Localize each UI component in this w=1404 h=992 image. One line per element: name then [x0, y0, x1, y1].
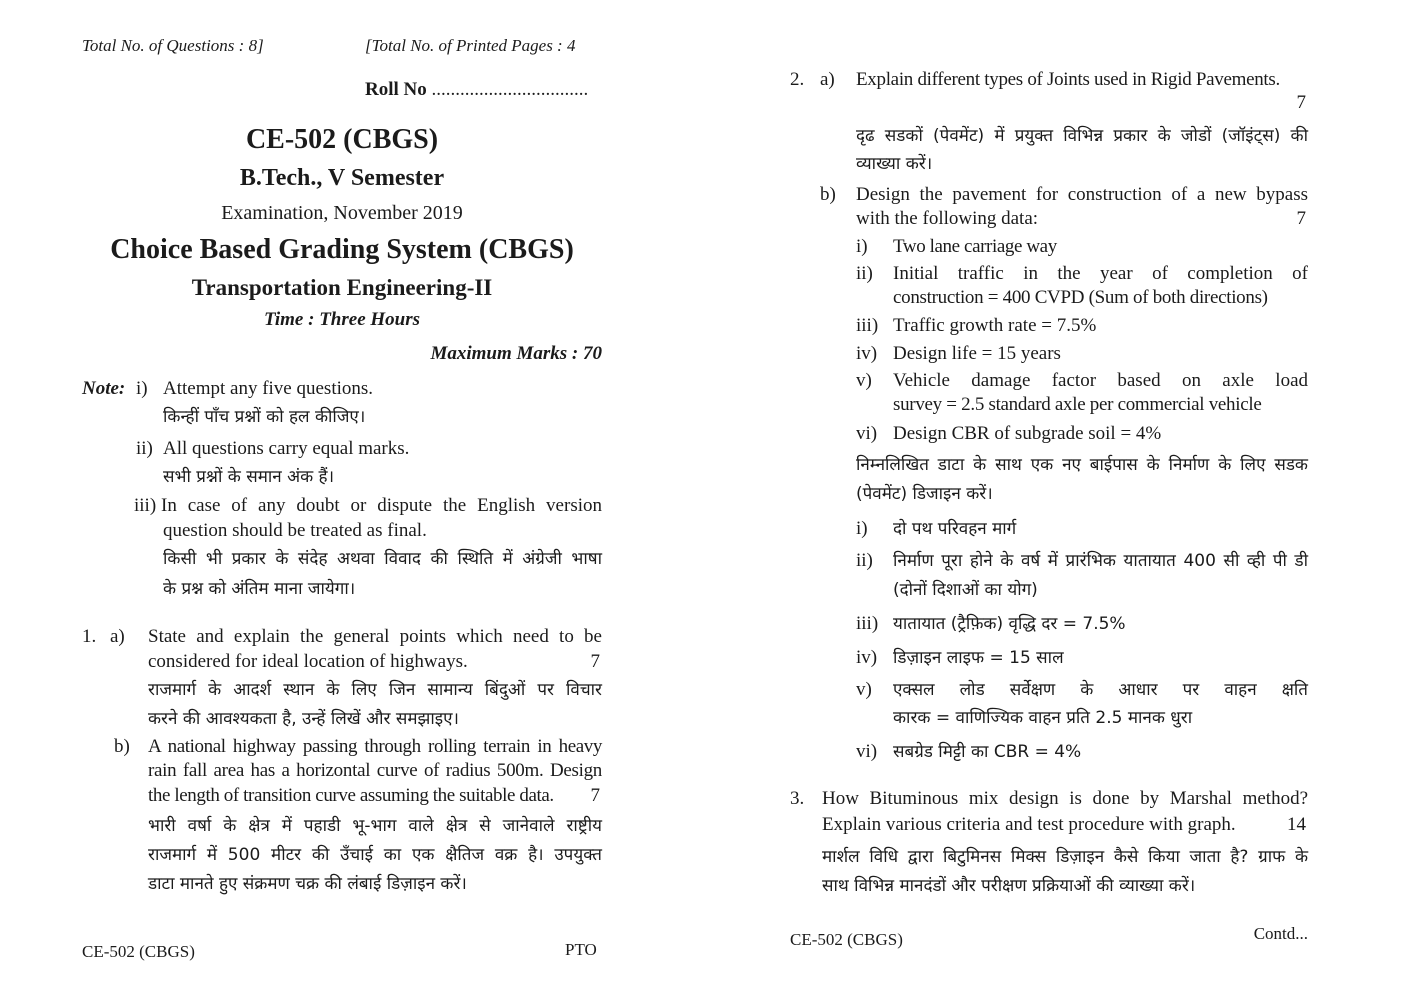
question-text-hindi: मार्शल विधि द्वारा बिटुमिनस मिक्स डिज़ाइन कैसे किया जाता है? ग्राफ के [822, 847, 1308, 867]
question-text: with the following data: [856, 208, 1039, 229]
note-text: Attempt any five questions. [163, 378, 374, 399]
total-pages: [Total No. of Printed Pages : 4 [365, 36, 576, 55]
footer-pto: PTO [565, 940, 597, 959]
item-text: Design life = 15 years [893, 343, 1061, 364]
item-text: Two lane carriage way [893, 236, 1057, 257]
exam-time: Time : Three Hours [263, 309, 421, 330]
course-code: CE-502 (CBGS) [245, 124, 439, 155]
question-text-hindi: भारी वर्षा के क्षेत्र में पहाडी भू-भाग वाले क्षेत्र से जानेवाले राष्ट्रीय [148, 816, 602, 836]
note-text-hindi: किन्हीं पाँच प्रश्नों को हल कीजिए। [163, 407, 366, 427]
footer-course-code: CE-502 (CBGS) [82, 942, 195, 961]
question-text-hindi: निम्नलिखित डाटा के साथ एक नए बाईपास के निर्माण के लिए सडक [856, 455, 1308, 475]
item-text-hindi: सबग्रेड मिट्टी का CBR = 4% [893, 742, 1082, 762]
roll-no-label: Roll No [365, 79, 427, 100]
exam-session: Examination, November 2019 [221, 202, 463, 224]
note-number: ii) [136, 438, 153, 459]
question-line-with-marks [148, 784, 600, 808]
item-number: ii) [856, 263, 873, 284]
item-text: Vehicle damage factor based on axle load [893, 370, 1308, 391]
note-text: In case of any doubt or dispute the English version [161, 495, 602, 516]
footer-contd: Contd... [1253, 924, 1308, 943]
marks: 7 [590, 785, 600, 806]
footer-course-code: CE-502 (CBGS) [790, 930, 903, 949]
question-text-hindi: दृढ सडकों (पेवमेंट) में प्रयुक्त विभिन्न प्रकार के जोडों (जॉइंट्स) की [856, 126, 1308, 146]
item-number: vi) [856, 423, 878, 444]
question-number: 1. [82, 626, 97, 647]
question-text-hindi: करने की आवश्यकता है, उन्हें लिखें और समझाइए। [148, 709, 459, 729]
item-text-hindi: दो पथ परिवहन मार्ग [893, 519, 1017, 539]
part-label: b) [820, 184, 836, 205]
question-text-hindi: राजमार्ग के आदर्श स्थान के लिए जिन सामान्य बिंदुओं पर विचार [148, 680, 602, 700]
question-text-hindi: राजमार्ग में 500 मीटर की उँचाई का एक क्षैतिज वक्र है। उपयुक्त [148, 845, 602, 865]
subject-title: Transportation Engineering-II [191, 275, 493, 300]
question-text: rain fall area has a horizontal curve of radius 500m. Design [148, 760, 602, 781]
marks: 14 [1287, 814, 1306, 835]
question-text: Explain various criteria and test procedure with graph. [822, 814, 1236, 835]
maximum-marks: Maximum Marks : 70 [430, 343, 602, 364]
note-text: question should be treated as final. [163, 520, 427, 541]
question-line-with-marks [822, 813, 1306, 837]
question-text: A national highway passing through rolling terrain in heavy [148, 736, 602, 757]
question-text-hindi: डाटा मानते हुए संक्रमण चक्र की लंबाई डिज़ाइन करें। [148, 874, 467, 894]
item-text: Design CBR of subgrade soil = 4% [893, 423, 1162, 444]
item-number: iv) [856, 343, 878, 364]
question-text: Explain different types of Joints used in Rigid Pavements. [856, 69, 1280, 90]
question-number: 3. [790, 788, 805, 809]
item-number: vi) [856, 741, 878, 762]
item-text: survey = 2.5 standard axle per commercial vehicle [893, 394, 1262, 415]
question-text: Design the pavement for construction of a new bypass [856, 184, 1308, 205]
marks: 7 [1296, 92, 1306, 113]
program: B.Tech., V Semester [239, 165, 445, 191]
item-number: v) [856, 679, 872, 700]
item-text-hindi: (दोनों दिशाओं का योग) [893, 580, 1038, 600]
item-number: v) [856, 370, 872, 391]
item-text: Initial traffic in the year of completion of [893, 263, 1308, 284]
note-text: All questions carry equal marks. [163, 438, 410, 459]
item-text-hindi: निर्माण पूरा होने के वर्ष में प्रारंभिक यातायात 400 सी व्ही पी डी [893, 551, 1308, 571]
item-number: ii) [856, 550, 873, 571]
roll-no-dots: ................................. [431, 79, 589, 100]
question-line-with-marks [148, 650, 600, 674]
note-text-hindi: किसी भी प्रकार के संदेह अथवा विवाद की स्थिति में अंग्रेजी भाषा [163, 549, 602, 569]
part-label: a) [820, 69, 835, 90]
question-text-hindi: (पेवमेंट) डिजाइन करें। [856, 484, 993, 504]
note-text-hindi: सभी प्रश्नों के समान अंक हैं। [163, 467, 335, 487]
item-text: construction = 400 CVPD (Sum of both directions) [893, 287, 1268, 308]
question-text: the length of transition curve assuming the suitable data. [148, 785, 554, 806]
roll-no [365, 78, 588, 102]
item-text-hindi: एक्सल लोड सर्वेक्षण के आधार पर वाहन क्षति [893, 680, 1308, 700]
part-label: b) [114, 736, 130, 757]
item-text-hindi: डिज़ाइन लाइफ = 15 साल [893, 648, 1064, 668]
question-text-hindi: साथ विभिन्न मानदंडों और परीक्षण प्रक्रियाओं की व्याख्या करें। [822, 876, 1196, 896]
note-text-hindi: के प्रश्न को अंतिम माना जायेगा। [163, 579, 356, 599]
grading-system: Choice Based Grading System (CBGS) [110, 234, 574, 265]
item-number: i) [856, 518, 868, 539]
right-page [702, 0, 1404, 992]
question-text: considered for ideal location of highways. [148, 651, 468, 672]
question-line-with-marks [856, 207, 1306, 231]
marks: 7 [1296, 208, 1306, 229]
item-number: i) [856, 236, 868, 257]
item-number: iv) [856, 647, 878, 668]
marks: 7 [590, 651, 600, 672]
item-text-hindi: कारक = वाणिज्यिक वाहन प्रति 2.5 मानक धुरा [893, 708, 1193, 728]
item-number: iii) [856, 315, 879, 336]
item-text: Traffic growth rate = 7.5% [893, 315, 1097, 336]
item-number: iii) [856, 613, 879, 634]
total-questions: Total No. of Questions : 8] [82, 36, 264, 55]
note-number: iii) [134, 495, 157, 516]
part-label: a) [110, 626, 125, 647]
question-number: 2. [790, 69, 805, 90]
question-text: How Bituminous mix design is done by Marshal method? [822, 788, 1308, 809]
question-text: State and explain the general points which need to be [148, 626, 602, 647]
item-text-hindi: यातायात (ट्रैफ़िक) वृद्धि दर = 7.5% [893, 614, 1126, 634]
question-text-hindi: व्याख्या करें। [856, 154, 933, 174]
note-label: Note: [82, 378, 126, 399]
note-number: i) [136, 378, 148, 399]
